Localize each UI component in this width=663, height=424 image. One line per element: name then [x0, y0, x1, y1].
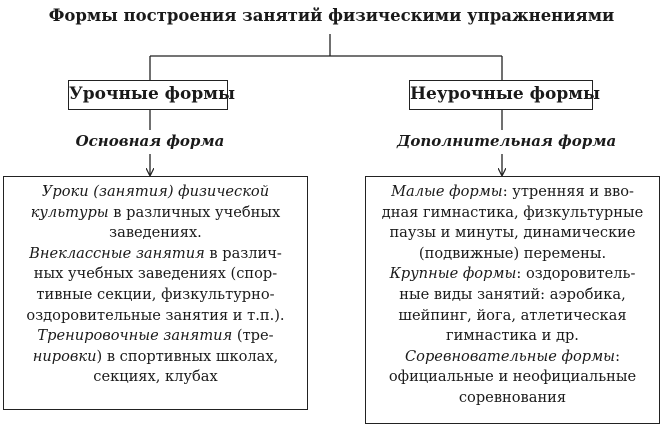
content-line: Внеклассные занятия в различ-: [29, 244, 282, 262]
content-line: соревнования: [458, 388, 567, 406]
non-lesson-forms-content-box: [365, 176, 660, 424]
non-lesson-forms-box: Неурочные формы: [409, 80, 593, 110]
content-line: Крупные формы: оздоровитель-: [389, 265, 636, 283]
content-line: нировки) в спортивных школах,: [32, 347, 279, 365]
content-line: ные виды занятий: аэробика,: [399, 285, 626, 303]
content-line: тивные секции, физкультурно-: [36, 285, 275, 303]
content-line: Малые формы: утренняя и вво-: [391, 183, 634, 200]
lesson-forms-box: Урочные формы: [68, 80, 228, 110]
content-line: культуры в различных учебных: [30, 203, 281, 221]
main-form-label: Основная форма: [75, 132, 225, 150]
content-line: оздоровительные занятия и т.п.).: [26, 306, 285, 324]
content-line: ных учебных заведениях (спор-: [33, 265, 278, 283]
content-line: дная гимнастика, физкультурные: [381, 203, 644, 221]
diagram-title: Формы построения занятий физическими упражнениями: [48, 6, 615, 25]
content-line: заведениях.: [109, 224, 202, 242]
additional-form-label: Дополнительная форма: [397, 132, 617, 150]
lesson-forms-content-box: [3, 176, 308, 410]
content-line: Соревновательные формы:: [405, 347, 620, 365]
content-line: секциях, клубах: [93, 368, 218, 386]
content-line: (подвижные) перемены.: [418, 244, 607, 262]
content-line: паузы и минуты, динамические: [389, 224, 636, 242]
content-line: Тренировочные занятия (тре-: [37, 327, 274, 345]
content-line: шейпинг, йога, атлетическая: [398, 306, 627, 324]
content-line: Уроки (занятия) физической: [41, 183, 270, 200]
content-line: гимнастика и др.: [446, 327, 579, 345]
content-line: официальные и неофициальные: [388, 368, 637, 386]
